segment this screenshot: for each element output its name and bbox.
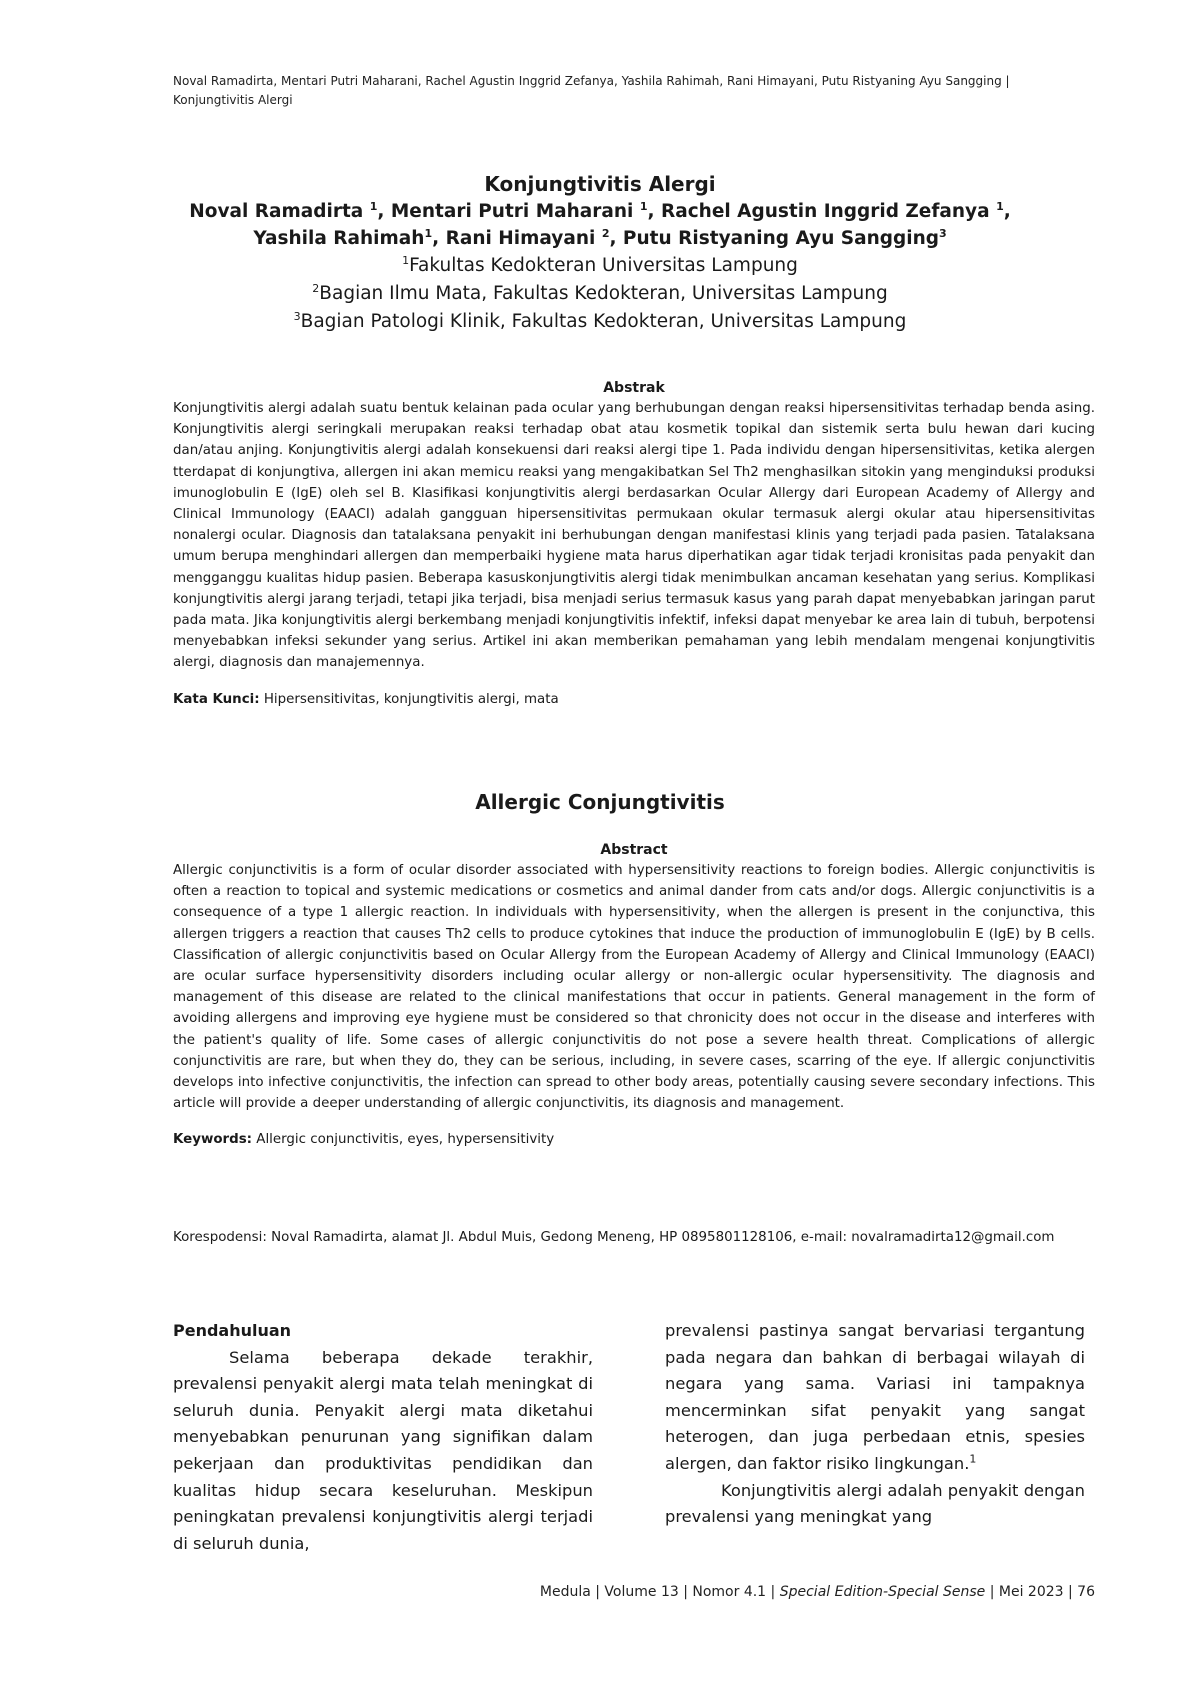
- author-line-2: [0, 225, 1200, 252]
- kata-kunci-label: Kata Kunci:: [173, 691, 260, 707]
- keywords-label: Keywords:: [173, 1132, 253, 1148]
- author-affiliation-mark: 1: [639, 199, 648, 213]
- affiliation-mark: 3: [293, 309, 301, 323]
- author-affiliation-mark: 2: [601, 226, 610, 240]
- body-column-right: [665, 1318, 1085, 1531]
- abstract-text: Allergic conjunctivitis is a form of ocular disorder associated with hypersensitivity reactions to foreign bodies. Allergic conjunctivitis is often a reaction to topical and systemic medications or cosmetics and animal dander from cats and/or dogs. Allergic conjunctivitis is a consequence of a type 1 allergic reaction. In individuals with hypersensitivity, when the allergen is present in the conjunctiva, this allergen triggers a reaction that causes Th2 cells to produce cytokines that induce the production of immunoglobulin E (IgE) by B cells. Classification of allergic conjunctivitis based on Ocular Allergy from the European Academy of Allergy and Clinical Immunology (EAACI) are ocular surface hypersensitivity disorders including ocular allergy or non-allergic ocular hypersensitivity. The diagnosis and management of this disease are related to the clinical manifestations that occur in patients. General management in the form of avoiding allergens and improving eye hygiene must be considered so that chronicity does not occur in the disease and interferes with the patient's quality of life. Some cases of allergic conjunctivitis do not pose a severe health threat. Complications of allergic conjunctivitis are rare, but when they do, they can be serious, including, in severe cases, scarring of the eye. If allergic conjunctivitis develops into infective conjunctivitis, the infection can spread to other body areas, potentially causing severe secondary infections. This article will provide a deeper understanding of allergic conjunctivitis, its diagnosis and management.: [173, 863, 1095, 1112]
- author-name: , Rani Himayani: [432, 228, 596, 249]
- reference-mark: 1: [969, 1452, 977, 1466]
- kata-kunci-text: Hipersensitivitas, konjungtivitis alergi, mata: [259, 691, 559, 707]
- abstract-section: [173, 840, 1095, 1150]
- section-heading: Pendahuluan: [173, 1321, 292, 1340]
- title-block: [0, 170, 1200, 336]
- abstrak-heading: Abstrak: [603, 380, 665, 396]
- abstrak-text: Konjungtivitis alergi adalah suatu bentuk kelainan pada ocular yang berhubungan dengan reaksi hipersensitivitas terhadap benda asing. Konjungtivitis alergi seringkali merupakan reaksi terhadap obat atau kosmetik topikal dan sistemik serta bulu hewan dari kucing dan/atau anjing. Konjungtivitis alergi adalah konsekuensi dari reaksi alergi tipe 1. Pada individu dengan hipersensitivitas, ketika alergen tterdapat di konjungtiva, allergen ini akan memicu reaksi yang mengakibatkan Sel Th2 menghasilkan sitokin yang menginduksi produksi imunoglobulin E (IgE) oleh sel B. Klasifikasi konjungtivitis alergi berdasarkan Ocular Allergy dari European Academy of Allergy and Clinical Immunology (EAACI) adalah gangguan hipersensitivitas permukaan okular termasuk alergi okular atau hipersensitivitas nonalergi ocular. Diagnosis dan tatalaksana penyakit ini berhubungan dengan manifestasi klinis yang terjadi pada pasien. Tatalaksana umum berupa menghindari allergen dan memperbaiki hygiene mata harus diperhatikan agar tidak terjadi kronisitas pada penyakit dan mengganggu kualitas hidup pasien. Beberapa kasuskonjungtivitis alergi tidak menimbulkan ancaman kesehatan yang serius. Komplikasi konjungtivitis alergi jarang terjadi, tetapi jika terjadi, bisa menjadi serius termasuk kasus yang parah dapat menyebabkan jaringan parut pada mata. Jika konjungtivitis alergi berkembang menjadi konjungtivitis infektif, infeksi dapat menyebar ke area lain di tubuh, berpotensi menyebabkan infeksi sekunder yang serius. Artikel ini akan memberikan pemahaman yang lebih mendalam mengenai konjungtivitis alergi, diagnosis dan manajemennya.: [173, 401, 1095, 671]
- affiliation-2: [0, 280, 1200, 308]
- affiliation-mark: 2: [312, 281, 320, 295]
- author-line-1: Noval Ramadirta $^1$, Mentari Putri Maharani $^1$, Rachel Agustin Inggrid Zefanya $^1$,: [189, 199, 1011, 222]
- author-affiliation-mark: 1: [996, 199, 1004, 213]
- affiliation-text: Bagian Patologi Klinik, Fakultas Kedokteran, Universitas Lampung: [300, 311, 907, 332]
- body-paragraph: Selama beberapa dekade terakhir, prevalensi penyakit alergi mata telah meningkat di seluruh dunia. Penyakit alergi mata diketahui menyebabkan penurunan yang signifikan dalam pekerjaan dan produktivitas pendidikan dan kualitas hidup secara keseluruhan. Meskipun peningkatan prevalensi konjungtivitis alergi terjadi di seluruh dunia,: [173, 1347, 593, 1553]
- footer-edition: Special Edition-Special Sense: [779, 1584, 986, 1600]
- footer-journal: Medula | Volume 13 | Nomor 4.1 |: [539, 1584, 780, 1600]
- affiliation-mark: 1: [402, 253, 410, 267]
- author-name: , Rachel Agustin Inggrid Zefanya: [647, 201, 990, 222]
- running-header: Noval Ramadirta, Mentari Putri Maharani, Rachel Agustin Inggrid Zefanya, Yashila Rahimah, Rani Himayani, Putu Ristyaning Ayu Sangging | Konjungtivitis Alergi: [173, 74, 1010, 107]
- author-name: , Putu Ristyaning Ayu Sangging: [609, 228, 940, 249]
- body-paragraph: Konjungtivitis alergi adalah penyakit dengan prevalensi yang meningkat yang: [665, 1480, 1085, 1527]
- body-paragraph-continued: [665, 1318, 1085, 1478]
- abstrak-section: [173, 378, 1095, 710]
- abstract-heading: Abstract: [600, 842, 668, 858]
- correspondence: Korespodensi: Noval Ramadirta, alamat Jl. Abdul Muis, Gedong Meneng, HP 0895801128106, e-mail: novalramadirta12@gmail.com: [173, 1230, 1055, 1245]
- affiliation-text: Bagian Ilmu Mata, Fakultas Kedokteran, Universitas Lampung: [319, 283, 888, 304]
- author-affiliation-mark: 1: [369, 199, 378, 213]
- affiliation-text: Fakultas Kedokteran Universitas Lampung: [409, 255, 798, 276]
- author-affiliation-mark: 3: [939, 226, 947, 240]
- body-column-left: [173, 1318, 593, 1557]
- author-name: Noval Ramadirta: [189, 201, 364, 222]
- keywords-text: Allergic conjunctivitis, eyes, hypersensitivity: [252, 1132, 555, 1148]
- page-footer: [0, 1582, 1095, 1602]
- author-name: Yashila Rahimah: [253, 228, 425, 249]
- affiliation-3: [0, 308, 1200, 336]
- keywords: [173, 1130, 1095, 1150]
- author-affiliation-mark: 1: [424, 226, 433, 240]
- kata-kunci: [173, 690, 1095, 710]
- english-title: Allergic Conjungtivitis: [475, 790, 725, 814]
- affiliation-1: [0, 252, 1200, 280]
- body-paragraph-text: prevalensi pastinya sangat bervariasi tergantung pada negara dan bahkan di berbagai wilayah di negara yang sama. Variasi ini tampaknya mencerminkan sifat penyakit yang sangat heterogen, dan juga perbedaan etnis, spesies alergen, dan faktor risiko lingkungan.: [665, 1321, 1085, 1473]
- footer-date-page: | Mei 2023 | 76: [985, 1584, 1095, 1600]
- author-name: , Mentari Putri Maharani: [377, 201, 634, 222]
- page-title: Konjungtivitis Alergi: [484, 172, 716, 196]
